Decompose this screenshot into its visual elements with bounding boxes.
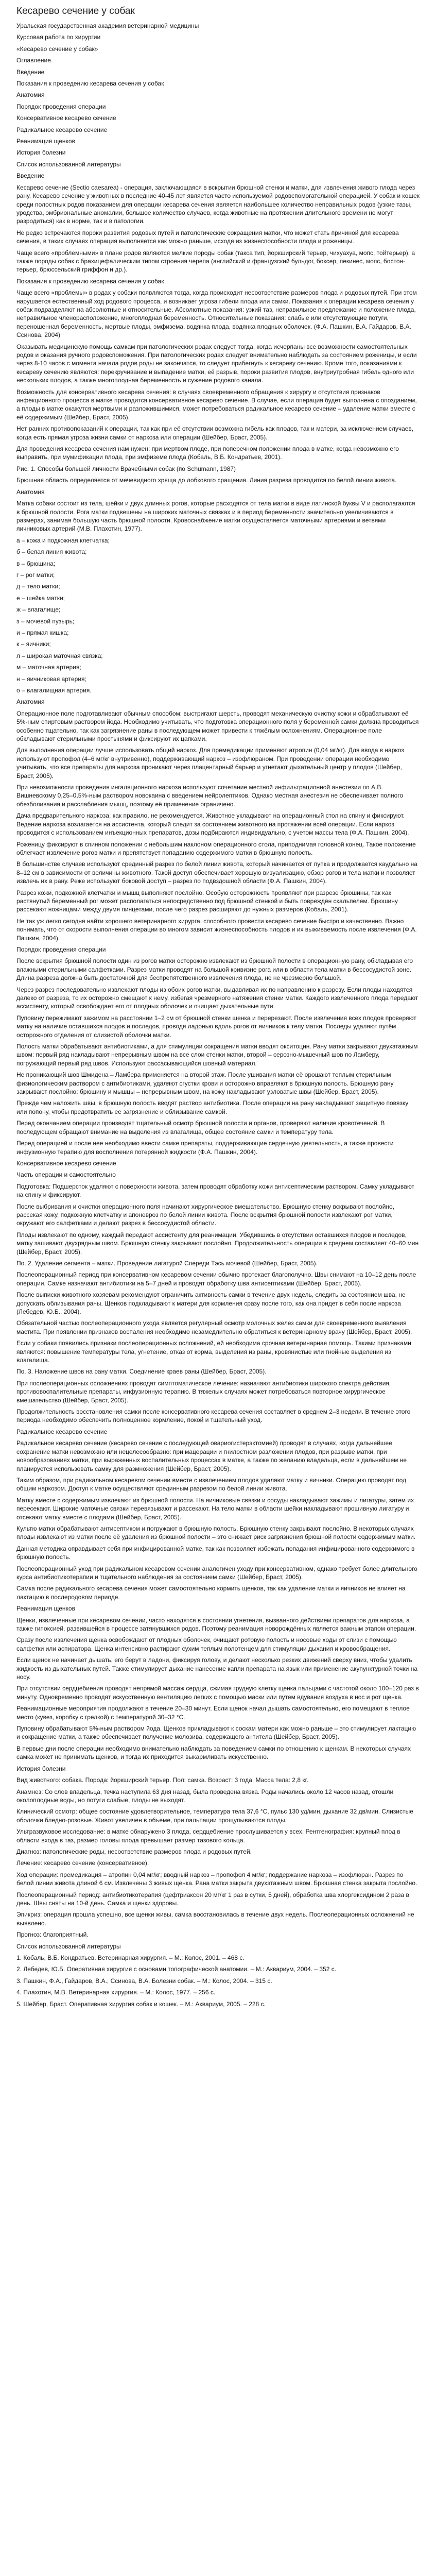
paragraph: Не проникающий шов Шмидена – Ламбера применяется на второй этаж. После ушивания матки её орошают теплым стерильным физиологическим раствором с антибиотиками, удаляют сгустки крови и осторожно вправляют в брюшную полость. Брюшную рану закрывают послойно: брюшину и мышцы – непрерывным швом, на кожу накладывают узловатые швы (Шейбер, Браст, 2005).: [16, 1071, 394, 1096]
paragraph: Не так уж легко сегодня найти хорошего ветеринарного хирурга, способного провести кесарево сечение быстро и качественно. Важно понимать, что от скорости выполнения операции во многом зависит жизнеспособность плодов и их выживаемость после извлечения (Ф.А. Пашкин, 2004).: [16, 917, 417, 942]
paragraph: Если щенок не начинает дышать, его берут в ладони, фиксируя голову, и делают несколько резких движений сверху вниз, чтобы удалить жидкость из дыхательных путей. Также стимулирует дыхание нанесение капли препарата на язык или применение акупунктурной точки на носу.: [16, 1656, 418, 1681]
paragraph: Самка после радикального кесарева сечения может самостоятельно кормить щенков, так как удаление матки и яичников не влияет на лактацию в послеродовом периоде.: [16, 1585, 406, 1601]
section-heading: Введение: [16, 68, 45, 76]
paragraph: Эпикриз: операция прошла успешно, все щенки живы, самка восстановилась в течение двух недель. Послеоперационных осложнений не выявлено.: [16, 1911, 414, 1927]
paragraph: Пo. 2. Удаление сегмента – матки. Проведение лигатурой Спереди Тэсь мочевой (Шейбер, Браст, 2005).: [16, 1259, 318, 1267]
section-heading: История болезни: [16, 1765, 66, 1772]
paragraph: Матка собаки состоит из тела, шейки и двух длинных рогов, которые расходятся от тела матки в виде латинской буквы V и располагаются в брюшной полости. Рога матки подвешены на широких маточных связках и в период беременности значительно увеличиваются в размерах, занимая большую часть брюшной полости. Кровоснабжение матки осуществляется маточными артериями и ветвями яичниковых артерий (М.В. Плахотин, 1977).: [16, 500, 415, 533]
paragraph: м – маточная артерия;: [16, 664, 81, 671]
paragraph: Подготовка: Подшерсток удаляют с поверхности живота, затем проводят обработку кожи антисептическим раствором. Самку укладывают на спину и фиксируют.: [16, 1182, 415, 1199]
section-heading: Реанимация щенков: [16, 1605, 75, 1613]
paragraph: Пуповину пережимают зажимом на расстоянии 1–2 см от брюшной стенки щенка и перерезают. После извлечения всех плодов проверяют матку на наличие оставшихся плодов и последов, проводя ладонью вдоль рогов от яичников к телу матки. Последы удаляют путём осторожного отделения от слизистой оболочки матки.: [16, 1014, 416, 1039]
reference-item: 5. Шейбер, Браст. Оперативная хирургия собак и кошек. – М.: Аквариум, 2005. – 228 с.: [16, 2000, 266, 2008]
document-title: Кесарево сечение у собак: [16, 6, 135, 16]
paragraph: Вид животного: собака. Порода: йоркширский терьер. Пол: самка. Возраст: 3 года. Масса тела: 2,8 кг.: [16, 1776, 308, 1784]
paragraph: Перед операцией и после нее необходимо ввести самке препараты, поддерживающие сердечную деятельность, а также провести инфузионную терапию для восполнения потерянной жидкости (Ф.А. Пашкин, 2004).: [16, 1140, 394, 1156]
section-heading: Оглавление: [16, 57, 51, 64]
section-heading: Радикальное кесарево сечение: [16, 126, 108, 133]
paragraph: Полость матки обрабатывают антибиотиками, а для стимуляции сокращения матки вводят окситоцин. Рану матки закрывают двухэтажным швом: первый ряд накладывают непрерывным швом на все слои стенки матки, второй – серозно-мышечный шов по Ламберу, погружающий первый ряд швов. Используют рассасывающийся шовный материал.: [16, 1043, 418, 1067]
paragraph: После выбривания и очистки операционного поля начинают хирургическое вмешательство. Брюшную стенку вскрывают послойно, рассекая кожу, подкожную клетчатку и апоневроз по белой линии живота. После вскрытия брюшной полости извлекают рог матки, окружают его салфетками и делают разрез в бессосудистой области.: [16, 1202, 395, 1227]
paragraph: Послеоперационный период: антибиотикотерапия (цефтриаксон 20 мг/кг 1 раз в сутки, 5 дней), обработка шва хлоргексидином 2 раза в день. Швы сняты на 10-й день. Самка и щенки здоровы.: [16, 1891, 409, 1907]
paragraph: Часть операции и самостоятельно: [16, 1171, 116, 1179]
paragraph: Нет ранних противопоказаний к операции, так как при её отсутствии возможна гибель как плодов, так и матери, за исключением случаев, когда есть прямая угроза жизни самки от наркоза или операции (Шейбер, Браст, 2005).: [16, 425, 414, 441]
paragraph: Не редко встречаются пороки развития родовых путей и патологические сокращения матки, что может стать причиной для кесарева сечения, в таких случаях операция выполняется как можно раньше, исходя из жизнеспособности плода и роженицы.: [16, 229, 399, 245]
paragraph: Реанимационные мероприятия продолжают в течение 20–30 минут. Если щенок начал дышать самостоятельно, его помещают в теплое место (кувез, коробку с грелкой) с температурой 30–32 °С.: [16, 1705, 410, 1721]
paragraph: г – рог матки;: [16, 571, 55, 579]
paragraph: Операционное поле подготавливают обычным способом: выстригают шерсть, проводят механическую очистку кожи и обрабатывают её 5%-ным спиртовым раствором йода. Необходимо учитывать, что подготовка операционного поля у беременной самки должна проводиться особенно тщательно, так как загрязнение раны в последующем может привести к тяжёлым осложнениям. Операционное поле обкладывают стерильными простынями и фиксируют их цапками.: [16, 709, 419, 743]
paragraph: е – шейка матки;: [16, 594, 65, 602]
reference-item: 4. Плахотин, М.В. Ветеринарная хирургия. – М.: Колос, 1977. – 256 с.: [16, 1989, 216, 1996]
section-heading: Показания к проведению кесарева сечения у собак: [16, 277, 164, 285]
section-heading: Консервативное кесарево сечение: [16, 114, 116, 122]
paragraph: н – яичниковая артерия;: [16, 675, 86, 683]
paragraph: Оказывать медицинскую помощь самкам при патологических родах следует тогда, когда исчерпаны все возможности самостоятельных родов и оказания ручного родовспоможения. При патологических родах следует внимательно наблюдать за состоянием роженицы, и если через 8-10 часов с момента начала родов роды не закончатся, то следует прибегнуть к кесареву сечению. Кроме того, показаниями к кесареву сечению являются: перекручивание и выпадение матки, её разрыв, пороки развития плодов, внутриутробная гибель одного или нескольких плодов, а также многоплодная беременность и сужение родового канала.: [16, 343, 417, 384]
paragraph: Ультразвуковое исследование: в матке обнаружено 3 плода, сердцебиение прослушивается у всех. Рентгенография: крупный плод в области входа в таз, размер головы плода превышает размер тазового кольца.: [16, 1828, 400, 1844]
section-heading: Консервативное кесарево сечение: [16, 1159, 116, 1167]
paragraph: Анамнез: Со слов владельца, течка наступила 63 дня назад, была проведена вязка. Роды начались около 12 часов назад, отошли околоплодные воды, но потуги слабые, плоды не выходят.: [16, 1788, 394, 1804]
paragraph: Чаще всего «проблемными» в плане родов являются мелкие породы собак (такса тип, йоркширский терьер, чихуахуа, мопс, тойтерьер), а также породы собак с брахицефалическим типом строения черепа (английский и французский бульдог, боксер, пекинес, мопс, бостон-терьер, брюссельский гриффон и др.).: [16, 249, 415, 274]
section-heading: Радикальное кесарево сечение: [16, 1428, 108, 1435]
section-heading: Список использованной литературы: [16, 160, 121, 168]
paragraph: Послеоперационный период при консервативном кесаревом сечении обычно протекает благополучно. Швы снимают на 10–12 день после операции. Самке назначают антибиотики на 5–7 дней и проводят обработку шва антисептиками (Шейбер, Браст, 2005).: [16, 1271, 416, 1287]
paragraph: а – кожа и подкожная клетчатка;: [16, 536, 110, 544]
document-page: [8, 0, 428, 2022]
section-heading: Порядок проведения операции: [16, 945, 106, 953]
paragraph: Таким образом, при радикальном кесаревом сечении вместе с извлечением плодов удаляют матку и яичники. Операцию проводят под общим наркозом. Доступ к матке осуществляют срединным разрезом по белой линии живота.: [16, 1476, 407, 1493]
paragraph: При невозможности проведения ингаляционного наркоза используют сочетание местной инфильтрационной анестезии по А.В. Вишневскому 0,25–0,5%-ным раствором новокаина с введением нейролептиков. Однако местная анестезия не обеспечивает полного обезболивания и расслабления мышц, поэтому её применение ограничено.: [16, 784, 404, 808]
section-heading: История болезни: [16, 149, 66, 157]
section-heading: Уральская государственная академия ветеринарной медицины: [16, 22, 199, 29]
section-heading: «Кесарево сечение у собак»: [16, 45, 98, 53]
paragraph: После вскрытия брюшной полости один из рогов матки осторожно извлекают из брюшной полости в операционную рану, обкладывая его влажными стерильными салфетками. Разрез матки проводят на большой кривизне рога или в области тела матки в бессосудистой зоне. Длина разреза должна быть достаточной для беспрепятственного извлечения плода, но не чрезмерно большой.: [16, 957, 413, 982]
section-heading: Порядок проведения операции: [16, 103, 106, 110]
paragraph: к – яичники;: [16, 640, 51, 648]
reference-item: 2. Лебедев, Ю.Б. Оперативная хирургия с основами топографической анатомии. – М.: Аквариум, 2004. – 352 с.: [16, 1965, 337, 1973]
section-heading: Реанимация щенков: [16, 138, 75, 145]
paragraph: Сразу после извлечения щенка освобождают от плодных оболочек, очищают ротовую полость и носовые ходы от слизи с помощью салфетки или аспиратора. Щенка интенсивно растирают сухим теплым полотенцем для стимуляции дыхания и кровообращения.: [16, 1636, 397, 1652]
section-heading: Курсовая работа по хирургии: [16, 33, 101, 41]
paragraph: Кесарево сечение (Sectio caesarea) - операция, заключающаяся в вскрытии брюшной стенки и матки, для извлечения живого плода через рану. Кесарево сечение у животных в последние 40-45 лет является часто используемой родовспомогательной операцией. У собак и кошек среди полостных родов показанием для операции кесарева сечения является наибольшее количество неправильных родов (узкие тазы, уродства, эмбриональные аномалии, большое количество случаев, когда животные на протяжении длительного времени не могут разродиться) как в норме, так и в патологии.: [16, 183, 420, 225]
section-heading: Показания к проведению кесарева сечения у собак: [16, 80, 164, 88]
paragraph: Роженицу фиксируют в спинном положении с небольшим наклоном операционного стола, приподнимая головной конец. Такое положение облегчает извлечение рогов матки и препятствует попаданию содержимого матки в брюшную полость.: [16, 840, 416, 856]
paragraph: Прогноз: благоприятный.: [16, 1931, 89, 1939]
paragraph: Пo. 3. Наложение швов на рану матки. Соединение краев раны (Шейбер, Браст, 2005).: [16, 1368, 267, 1376]
paragraph: Культю матки обрабатывают антисептиком и погружают в брюшную полость. Брюшную стенку закрывают послойно. В некоторых случаях плоды извлекают из матки после её удаления из брюшной полости – это снижает риск загрязнения брюшной полости содержимым матки.: [16, 1524, 416, 1541]
paragraph: Послеоперационный уход при радикальном кесаревом сечении аналогичен уходу при консервативном, однако требует более длительного курса антибиотикотерапии и тщательного наблюдения за состоянием самки (Шейбер, Браст, 2005).: [16, 1565, 417, 1581]
paragraph: Пуповину обрабатывают 5%-ным раствором йода. Щенков прикладывают к соскам матери как можно раньше – это стимулирует лактацию и сокращение матки, а также обеспечивает получение молозива, содержащего антитела (Шейбер, Браст, 2005).: [16, 1725, 416, 1741]
paragraph: После выписки животного хозяевам рекомендуют ограничить активность самки в течение двух недель, следить за состоянием шва, не допускать облизывания раны. Щенков подкладывают к матери для кормления сразу после того, как она придет в себя после наркоза (Лебедев, Ю.Б., 2004).: [16, 1291, 406, 1315]
reference-item: 1. Кобаль, В.Б. Кондратьев. Ветеринарная хирургия. – М.: Колос, 2001. – 468 с.: [16, 1954, 245, 1961]
paragraph: Рис. 1. Способы большей личности Врачебными собак (по Schumann, 1987): [16, 465, 236, 472]
paragraph: Чаще всего «проблемы» в родах у собаки появляются тогда, когда происходит несоответствие размеров плода и родовых путей. При этом нарушается естественный ход родового процесса, и возникает угроза гибели плода или самки. Показания к операции кесарева сечения у собак подразделяют на абсолютные и относительные. Абсолютные показания: узкий таз, неправильное предлежание и положение плода, неправильное членорасположение, многоплодная беременность. Относительные показания: слабые или отсутствующие потуги, переношенная беременность, мертвые плоды, эмфизема, водянка плода, водянка плодных оболочек. (Ф.А. Пашкин, В.А. Гайдаров, В.А. Ссинова, 2004): [16, 289, 417, 339]
paragraph: Для выполнения операции лучше использовать общий наркоз. Для премедикации применяют атропин (0,04 мг/кг). Для ввода в наркоз используют пропофол (4–6 мг/кг внутривенно), поддерживающий наркоз – изофлюраном. При проведении операции необходимо учитывать, что все препараты для наркоза проникают через плацентарный барьер и угнетают дыхательный центр у плодов (Шейбер, Браст, 2005).: [16, 747, 404, 779]
paragraph: Клинический осмотр: общее состояние удовлетворительное, температура тела 37,6 °С, пульс 130 уд/мин, дыхание 32 дв/мин. Слизистые оболочки бледно-розовые. Живот увеличен в объеме, при пальпации прощупываются плоды.: [16, 1808, 413, 1824]
paragraph: Продолжительность восстановления самки после консервативного кесарева сечения составляет в среднем 2–3 недели. В течение этого периода необходимо обеспечить полноценное кормление, покой и тщательный уход.: [16, 1408, 411, 1424]
paragraph: о – влагалищная артерия.: [16, 687, 92, 694]
paragraph: Матку вместе с содержимым извлекают из брюшной полости. На яичниковые связки и сосуды накладывают зажимы и лигатуры, затем их пересекают. Широкие маточные связки перевязывают и рассекают. На тело матки в области шейки накладывают прошивную лигатуру и отсекают матку вместе с плодами (Шейбер, Браст, 2005).: [16, 1496, 414, 1521]
paragraph: л – широкая маточная связка;: [16, 652, 103, 659]
paragraph: б – белая линия живота;: [16, 548, 87, 556]
paragraph: Разрез кожи, подкожной клетчатки и мышц выполняют послойно. Особую осторожность проявляют при разрезе брюшины, так как растянутый беременный рог может располагаться непосредственно под брюшной стенкой и быть повреждён скальпелем. Брюшину рассекают ножницами между двумя пинцетами, после чего разрез расширяют до нужных размеров (Кобаль, 2001).: [16, 889, 398, 913]
paragraph: Прежде чем наложить швы, в брюшную полость вводят раствор антибиотика. После операции на рану накладывают защитную повязку или попону, чтобы предотвратить ее загрязнение и облизывание самкой.: [16, 1099, 409, 1115]
paragraph: Плоды извлекают по одному, каждый передают ассистенту для реанимации. Убедившись в отсутствии оставшихся плодов и последов, матку зашивают двухрядным швом. Брюшную стенку закрывают послойно. Продолжительность операции в среднем составляет 40–60 мин (Шейбер, Браст, 2005).: [16, 1231, 419, 1256]
paragraph: и – прямая кишка;: [16, 629, 69, 636]
paragraph: Дача предварительного наркоза, как правило, не рекомендуется. Животное укладывают на операционный стол на спину и фиксируют. Ведение наркоза возлагается на ассистента, который следит за состоянием животного на протяжении всей операции. Если наркоз проводится с использованием инъекционных препаратов, дозы подбираются индивидуально, с учетом массы тела (Ф.А. Пашкин, 2004).: [16, 812, 409, 837]
paragraph: Радикальное кесарево сечение (кесарево сечение с последующей овариогистерэктомией) проводят в случаях, когда дальнейшее сохранение матки невозможно или нецелесообразно: при мацерации и гнилостном разложении плодов, при разрыве матки, при новообразованиях матки, при выраженных воспалительных процессах в матке, а также по желанию владельца, если в дальнейшем не планируется использовать самку для размножения (Шейбер, Браст, 2005).: [16, 1439, 407, 1472]
paragraph: Ход операции: премедикация – атропин 0,04 мг/кг; вводный наркоз – пропофол 4 мг/кг; поддержание наркоза – изофлюран. Разрез по белой линии живота длиной 6 см. Извлечены 3 живых щенка. Рана матки закрыта двухэтажным швом. Брюшная стенка закрыта послойно.: [16, 1871, 417, 1887]
paragraph: Возможность для консервативного кесарева сечения: в случаях своевременного обращения к хирургу и отсутствия признаков инфекционного процесса в матке проводится консервативное кесарево сечение. В случае, если операция будет выполнена с опозданием, а плоды в матке окажутся мертвыми и разложившимися, может потребоваться радикальное кесарево сечение – удаление матки вместе с её содержимым (Шейбер, Браст, 2005).: [16, 388, 417, 421]
paragraph: Данная методика оправдывает себя при инфицированной матке, так как позволяет избежать попадания инфицированного содержимого в брюшную полость.: [16, 1545, 415, 1561]
paragraph: з – мочевой пузырь;: [16, 617, 75, 625]
section-heading: Анатомия: [16, 91, 45, 99]
paragraph: При послеоперационных осложнениях проводят симптоматическое лечение: назначают антибиотики широкого спектра действия, противовоспалительные препараты, инфузионную терапию. В тяжелых случаях может потребоваться повторное хирургическое вмешательство (Шейбер, Браст, 2005).: [16, 1379, 391, 1404]
paragraph: Брюшная область определяется от мечевидного хряща до лобкового сращения. Линия разреза проводится по белой линии живота.: [16, 477, 397, 484]
paragraph: Диагноз: патологические роды, несоответствие размеров плода и родовых путей.: [16, 1848, 252, 1855]
paragraph: Перед окончанием операции производят тщательный осмотр брюшной полости и органов, проверяют наличие кровотечений. В последующем обращают внимание на выделения из влагалища, общее состояние самки и температуру тела.: [16, 1120, 385, 1136]
paragraph: Щенки, извлеченные при кесаревом сечении, часто находятся в состоянии угнетения, вызванного действием препаратов для наркоза, а также гипоксией, развившейся в процессе затянувшихся родов. Поэтому реанимация новорождённых является важным этапом операции.: [16, 1616, 416, 1632]
paragraph: д – тело матки;: [16, 583, 60, 590]
paragraph: В большинстве случаев используют срединный разрез по белой линии живота, который начинается от пупка и продолжается каудально на 8–12 см в зависимости от величины животного. Такой доступ обеспечивает хорошую визуализацию, обзор рогов и тела матки и позволяет извлечь их в рану. Реже используют боковой доступ – разрез по подвздошной области (Ф.А. Пашкин, 2004).: [16, 860, 417, 885]
paragraph: В первые дни после операции необходимо внимательно наблюдать за поведением самки по отношению к щенкам. В некоторых случаях самка может не принимать щенков, и тогда их приходится выкармливать искусственно.: [16, 1744, 411, 1761]
document-body: [16, 22, 420, 2008]
paragraph: ж – влагалище;: [16, 606, 61, 614]
paragraph: Через разрез последовательно извлекают плоды из обоих рогов матки, выдавливая их по направлению к разрезу. Если плоды находятся далеко от разреза, то их осторожно смещают к нему, избегая чрезмерного натяжения стенки матки. Каждого извлеченного плода передают ассистенту, который освобождает его от плодных оболочек и очищает дыхательные пути.: [16, 986, 418, 1010]
paragraph: Обязательной частью послеоперационного ухода является регулярный осмотр молочных желез самки для своевременного выявления мастита. При появлении признаков воспаления необходимо незамедлительно обратиться к ветеринарному врачу (Шейбер, Браст, 2005).: [16, 1319, 412, 1335]
section-heading: Анатомия: [16, 488, 45, 496]
paragraph: При отсутствии сердцебиения проводят непрямой массаж сердца, сжимая грудную клетку щенка пальцами с частотой около 100–120 раз в минуту. Одновременно проводят искусственную вентиляцию легких с помощью маски или путем вдувания воздуха в нос и рот щенка.: [16, 1685, 419, 1701]
paragraph: Если у собаки появились признаки послеоперационных осложнений, ей необходима срочная ветеринарная помощь. Такими признаками являются: повышение температуры тела, угнетение, отказ от корма, выделения из раны, кровянистые или гнойные выделения из влагалища.: [16, 1340, 411, 1364]
reference-item: 3. Пашкин, Ф.А., Гайдаров, В.А., Ссинова, В.А. Болезни собак. – М.: Колос, 2004. – 315 с.: [16, 1977, 272, 1985]
section-heading: Анатомия: [16, 698, 45, 706]
paragraph: Для проведения кесарева сечения нам нужен: при мертвом плоде, при поперечном положении плода в матке, когда невозможно его выправить, при мумификации плода, при эмфиземе плода (Кобаль, В.Б. Кондратьев, 2001).: [16, 445, 399, 461]
paragraph: в – брюшина;: [16, 560, 56, 567]
section-heading: Список использованной литературы: [16, 1942, 121, 1950]
section-heading: Введение: [16, 172, 45, 180]
paragraph: Лечение: кесарево сечение (консервативное).: [16, 1859, 149, 1867]
